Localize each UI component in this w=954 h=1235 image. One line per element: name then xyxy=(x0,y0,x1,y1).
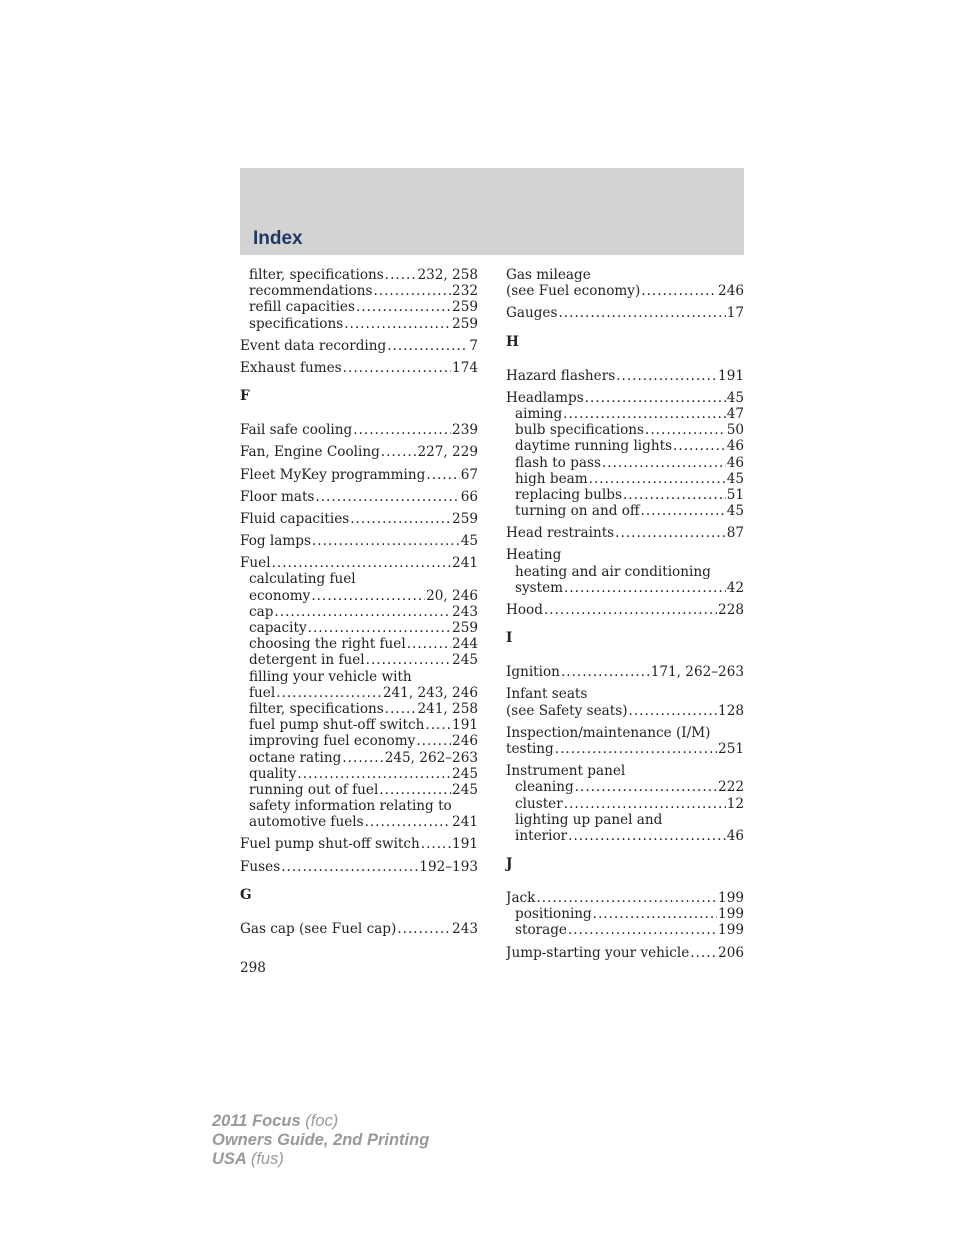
page-reference: 228 xyxy=(718,602,744,618)
index-subentry-line xyxy=(240,571,478,587)
index-entry-line xyxy=(240,555,478,571)
dot-leader xyxy=(564,580,726,596)
page-reference: 199 xyxy=(718,922,744,939)
entry-text: Head restraints xyxy=(506,525,615,542)
entry-text: Exhaust fumes xyxy=(240,359,342,376)
entry-text: fuel xyxy=(249,684,276,701)
index-entry-line xyxy=(506,890,744,906)
section-letter: I xyxy=(506,630,513,647)
dot-leader xyxy=(274,604,451,620)
page-reference: 199 xyxy=(718,906,744,923)
entry-text: high beam xyxy=(515,470,588,487)
entry-text: (see Safety seats) xyxy=(506,702,628,719)
index-entry xyxy=(506,602,744,618)
entry-text: automotive fuels xyxy=(249,814,364,831)
index-subentry-line xyxy=(506,922,744,938)
dot-leader xyxy=(563,406,726,422)
entry-text: Jack xyxy=(506,890,536,907)
footer-line-3 xyxy=(212,1150,429,1169)
dot-leader xyxy=(381,444,417,460)
page-reference: 222 xyxy=(718,779,744,796)
index-subentry-line xyxy=(240,588,478,604)
entry-text: Fuel xyxy=(240,555,271,572)
dot-leader xyxy=(281,859,418,875)
page-reference: 50 xyxy=(726,422,744,439)
page-reference: 245, 262–263 xyxy=(384,749,478,766)
entry-text: Floor mats xyxy=(240,488,315,505)
index-entry-line xyxy=(240,921,478,937)
entry-text: Fail safe cooling xyxy=(240,422,353,439)
index-entry xyxy=(506,547,744,596)
page-reference: 46 xyxy=(726,827,744,844)
index-subentry-line xyxy=(506,487,744,503)
dot-leader xyxy=(385,267,417,283)
entry-text: Heating xyxy=(506,547,562,564)
index-entry-line xyxy=(506,703,744,719)
index-entry xyxy=(240,444,478,460)
dot-leader xyxy=(272,555,451,571)
index-entry xyxy=(506,267,744,299)
entry-text: replacing bulbs xyxy=(515,486,622,503)
index-entry xyxy=(506,390,744,520)
index-entry xyxy=(240,921,478,937)
page-reference: 227, 229 xyxy=(417,444,478,461)
page-reference: 45 xyxy=(460,533,478,550)
page-reference: 51 xyxy=(726,486,744,503)
entry-text: fuel pump shut-off switch xyxy=(249,717,425,734)
page-reference: 192–193 xyxy=(419,858,478,875)
index-entry xyxy=(240,859,478,875)
page-title: Index xyxy=(253,228,303,249)
page-reference: 7 xyxy=(469,337,478,354)
page-reference: 259 xyxy=(452,510,478,527)
index-subentry-line xyxy=(506,906,744,922)
entry-text: running out of fuel xyxy=(249,781,379,798)
index-subentry-line xyxy=(506,503,744,519)
index-entry xyxy=(506,686,744,718)
dot-leader xyxy=(558,305,725,321)
page-reference: 67 xyxy=(460,466,478,483)
page-reference: 241 xyxy=(452,814,478,831)
page-reference: 245 xyxy=(452,765,478,782)
index-entry-line xyxy=(506,547,744,563)
dot-leader xyxy=(350,511,451,527)
page-reference: 87 xyxy=(726,525,744,542)
footer-line-1 xyxy=(212,1112,429,1131)
dot-leader xyxy=(615,525,726,541)
entry-text: Fuel pump shut-off switch xyxy=(240,836,420,853)
entry-text: Jump-starting your vehicle xyxy=(506,944,690,961)
dot-leader xyxy=(373,283,451,299)
dot-leader xyxy=(365,814,451,830)
dot-leader xyxy=(585,390,726,406)
index-subentry-line xyxy=(240,814,478,830)
page-reference: 46 xyxy=(726,438,744,455)
index-entry xyxy=(240,489,478,505)
footer xyxy=(212,1112,429,1169)
entry-text: aiming xyxy=(515,405,563,422)
index-subentry-line xyxy=(240,636,478,652)
entry-text: specifications xyxy=(249,315,344,332)
dot-leader xyxy=(544,602,717,618)
dot-leader xyxy=(344,316,451,332)
entry-text: detergent in fuel xyxy=(249,652,365,669)
index-subentry-line xyxy=(240,620,478,636)
page-reference: 20, 246 xyxy=(426,587,478,604)
dot-leader xyxy=(308,620,451,636)
entry-text: refill capacities xyxy=(249,299,355,316)
dot-leader xyxy=(673,438,726,454)
page-reference: 47 xyxy=(726,405,744,422)
entry-text: testing xyxy=(506,740,554,757)
header-band xyxy=(240,168,744,255)
index-entry xyxy=(240,422,478,438)
section-letter: J xyxy=(506,856,513,873)
entry-text: economy xyxy=(249,587,311,604)
entry-text: filter, specifications xyxy=(249,267,384,283)
dot-leader xyxy=(589,471,726,487)
entry-text: Fluid capacities xyxy=(240,510,350,527)
dot-leader xyxy=(426,467,459,483)
page-reference: 42 xyxy=(726,579,744,596)
dot-leader xyxy=(616,368,717,384)
section-letter: G xyxy=(240,886,252,903)
index-entry-line xyxy=(506,602,744,618)
index-entry-line xyxy=(240,467,478,483)
index-entry-line xyxy=(506,283,744,299)
page-reference: 45 xyxy=(726,503,744,520)
index-entry-line xyxy=(506,945,744,961)
index-entry xyxy=(506,725,744,757)
index-entry xyxy=(240,511,478,527)
index-entry-line xyxy=(506,763,744,779)
index-subentry-line xyxy=(240,733,478,749)
index-subentry-line xyxy=(240,701,478,717)
entry-text: quality xyxy=(249,765,297,782)
index-subentry-line xyxy=(240,685,478,701)
index-subentry-line xyxy=(506,779,744,795)
dot-leader xyxy=(297,766,451,782)
page-reference: 241 xyxy=(452,555,478,572)
dot-leader xyxy=(602,455,726,471)
page-reference: 259 xyxy=(452,620,478,636)
section-letter: H xyxy=(506,333,519,350)
page-reference: 45 xyxy=(726,470,744,487)
dot-leader xyxy=(276,685,382,701)
index-entry xyxy=(240,533,478,549)
dot-leader xyxy=(379,782,451,798)
dot-leader xyxy=(568,922,717,938)
page-reference: 241, 243, 246 xyxy=(382,684,478,701)
footer-model-code: (foc) xyxy=(305,1112,339,1130)
entry-text: flash to pass xyxy=(515,454,601,471)
page-reference: 66 xyxy=(460,488,478,505)
dot-leader xyxy=(564,796,726,812)
page-reference: 243 xyxy=(452,920,478,937)
index-entry-line xyxy=(240,444,478,460)
entry-text: Event data recording xyxy=(240,337,387,354)
entry-text: calculating fuel xyxy=(249,571,356,588)
page-reference: 199 xyxy=(718,890,744,907)
page-reference: 12 xyxy=(726,795,744,812)
dot-leader xyxy=(356,299,451,315)
entry-text: recommendations xyxy=(249,283,373,300)
index-entry xyxy=(240,836,478,852)
dot-leader xyxy=(311,588,425,604)
page-reference: 259 xyxy=(452,315,478,332)
page-reference: 246 xyxy=(718,283,744,300)
index-entry xyxy=(506,368,744,384)
index-entry-line xyxy=(506,664,744,680)
index-subentry-line xyxy=(240,750,478,766)
dot-leader xyxy=(416,733,451,749)
page-reference: 243 xyxy=(452,603,478,620)
dot-leader xyxy=(645,422,726,438)
index-entry-line xyxy=(240,836,478,852)
entry-text: Headlamps xyxy=(506,389,584,406)
entry-text: octane rating xyxy=(249,749,342,766)
dot-leader xyxy=(343,360,451,376)
entry-text: Hood xyxy=(506,602,543,618)
entry-text: Gas cap (see Fuel cap) xyxy=(240,920,397,937)
index-entry-line xyxy=(506,741,744,757)
entry-text: Hazard flashers xyxy=(506,367,616,384)
footer-guide: Owners Guide, 2nd Printing xyxy=(212,1131,430,1149)
dot-leader xyxy=(342,750,383,766)
dot-leader xyxy=(353,422,451,438)
footer-model: 2011 Focus xyxy=(212,1112,301,1130)
index-subentry-line xyxy=(506,812,744,828)
index-column-left xyxy=(240,267,478,943)
entry-text: heating and air conditioning xyxy=(515,563,711,580)
index-entry-line xyxy=(240,422,478,438)
index-subentry-line xyxy=(240,316,478,332)
page-reference: 17 xyxy=(726,305,744,322)
footer-line-2 xyxy=(212,1131,429,1150)
entry-text: cap xyxy=(249,603,274,620)
page-reference: 191 xyxy=(718,367,744,384)
entry-text: Fleet MyKey programming xyxy=(240,466,426,483)
footer-market: USA xyxy=(212,1150,247,1168)
index-entry-line xyxy=(506,686,744,702)
dot-leader xyxy=(387,338,468,354)
index-subentry-line xyxy=(506,828,744,844)
page-reference: 191 xyxy=(452,717,478,734)
entry-text: capacity xyxy=(249,620,307,636)
page-reference: 241, 258 xyxy=(417,700,478,717)
entry-text: (see Fuel economy) xyxy=(506,283,641,300)
dot-leader xyxy=(385,701,417,717)
index-subentry-line xyxy=(240,267,478,283)
page-reference: 245 xyxy=(452,652,478,669)
page-reference: 232 xyxy=(452,283,478,300)
dot-leader xyxy=(593,906,717,922)
page-reference: 174 xyxy=(452,359,478,376)
dot-leader xyxy=(425,717,451,733)
index-entry xyxy=(240,267,478,332)
index-subentry-line xyxy=(240,283,478,299)
dot-leader xyxy=(568,828,726,844)
index-subentry-line xyxy=(240,652,478,668)
entry-text: positioning xyxy=(515,906,592,923)
entry-text: Gas mileage xyxy=(506,267,591,283)
index-subentry-line xyxy=(506,580,744,596)
entry-text: Instrument panel xyxy=(506,763,626,780)
index-entry xyxy=(240,555,478,830)
dot-leader xyxy=(421,836,451,852)
page-reference: 245 xyxy=(452,781,478,798)
index-column-right xyxy=(506,267,744,967)
dot-leader xyxy=(575,779,717,795)
page-number: 298 xyxy=(240,960,266,976)
entry-text: lighting up panel and xyxy=(515,811,663,828)
entry-text: system xyxy=(515,579,564,596)
dot-leader xyxy=(312,533,460,549)
index-entry xyxy=(506,525,744,541)
dot-leader xyxy=(641,503,726,519)
page-reference: 251 xyxy=(718,740,744,757)
index-entry xyxy=(240,338,478,354)
page-reference: 246 xyxy=(452,733,478,750)
entry-text: daytime running lights xyxy=(515,438,673,455)
entry-text: Fog lamps xyxy=(240,533,311,550)
index-entry xyxy=(240,467,478,483)
index-entry-line xyxy=(240,489,478,505)
page-reference: 191 xyxy=(452,836,478,853)
page-reference: 128 xyxy=(718,702,744,719)
index-subentry-line xyxy=(240,766,478,782)
dot-leader xyxy=(561,664,650,680)
entry-text: safety information relating to xyxy=(249,798,452,815)
index-subentry-line xyxy=(240,299,478,315)
section-letter: F xyxy=(240,388,250,405)
index-entry-line xyxy=(506,390,744,406)
page-reference: 46 xyxy=(726,454,744,471)
page-reference: 171, 262–263 xyxy=(650,664,744,681)
page-reference: 239 xyxy=(452,422,478,439)
dot-leader xyxy=(623,487,726,503)
index-entry xyxy=(506,305,744,321)
index-entry-line xyxy=(240,859,478,875)
page-reference: 244 xyxy=(452,636,478,653)
entry-text: improving fuel economy xyxy=(249,733,416,750)
index-entry xyxy=(506,890,744,939)
index-entry xyxy=(506,763,744,844)
index-subentry-line xyxy=(240,782,478,798)
entry-text: interior xyxy=(515,827,568,844)
entry-text: turning on and off xyxy=(515,503,640,520)
dot-leader xyxy=(629,703,718,719)
entry-text: Fan, Engine Cooling xyxy=(240,444,380,461)
entry-text: Infant seats xyxy=(506,686,588,703)
index-entry-line xyxy=(240,511,478,527)
dot-leader xyxy=(366,652,451,668)
entry-text: bulb specifications xyxy=(515,422,645,439)
index-entry-line xyxy=(240,533,478,549)
index-subentry-line xyxy=(240,798,478,814)
index-subentry-line xyxy=(506,471,744,487)
dot-leader xyxy=(641,283,717,299)
entry-text: Gauges xyxy=(506,305,558,322)
entry-text: filling your vehicle with xyxy=(249,668,412,685)
index-subentry-line xyxy=(506,455,744,471)
entry-text: cluster xyxy=(515,795,563,812)
entry-text: filter, specifications xyxy=(249,700,384,717)
index-subentry-line xyxy=(506,564,744,580)
dot-leader xyxy=(315,489,459,505)
index-entry-line xyxy=(506,368,744,384)
index-subentry-line xyxy=(240,604,478,620)
index-subentry-line xyxy=(506,406,744,422)
index-entry-line xyxy=(506,305,744,321)
index-subentry-line xyxy=(506,796,744,812)
page-reference: 259 xyxy=(452,299,478,316)
index-entry-line xyxy=(506,267,744,283)
index-entry xyxy=(240,360,478,376)
dot-leader xyxy=(397,921,451,937)
index-subentry-line xyxy=(506,422,744,438)
dot-leader xyxy=(407,636,451,652)
entry-text: Fuses xyxy=(240,858,281,875)
index-subentry-line xyxy=(240,669,478,685)
footer-market-code: (fus) xyxy=(250,1150,284,1168)
index-entry-line xyxy=(240,338,478,354)
index-subentry-line xyxy=(506,438,744,454)
index-entry-line xyxy=(506,525,744,541)
dot-leader xyxy=(555,741,717,757)
page-reference: 45 xyxy=(726,389,744,406)
index-entry xyxy=(506,664,744,680)
index-entry xyxy=(506,945,744,961)
dot-leader xyxy=(536,890,717,906)
entry-text: Ignition xyxy=(506,664,560,681)
index-entry-line xyxy=(240,360,478,376)
entry-text: cleaning xyxy=(515,779,574,796)
entry-text: storage xyxy=(515,922,567,939)
index-entry-line xyxy=(506,725,744,741)
entry-text: choosing the right fuel xyxy=(249,636,406,653)
index-subentry-line xyxy=(240,717,478,733)
page-reference: 206 xyxy=(718,944,744,961)
entry-text: Inspection/maintenance (I/M) xyxy=(506,724,711,741)
dot-leader xyxy=(690,945,717,961)
page-reference: 232, 258 xyxy=(417,267,478,283)
